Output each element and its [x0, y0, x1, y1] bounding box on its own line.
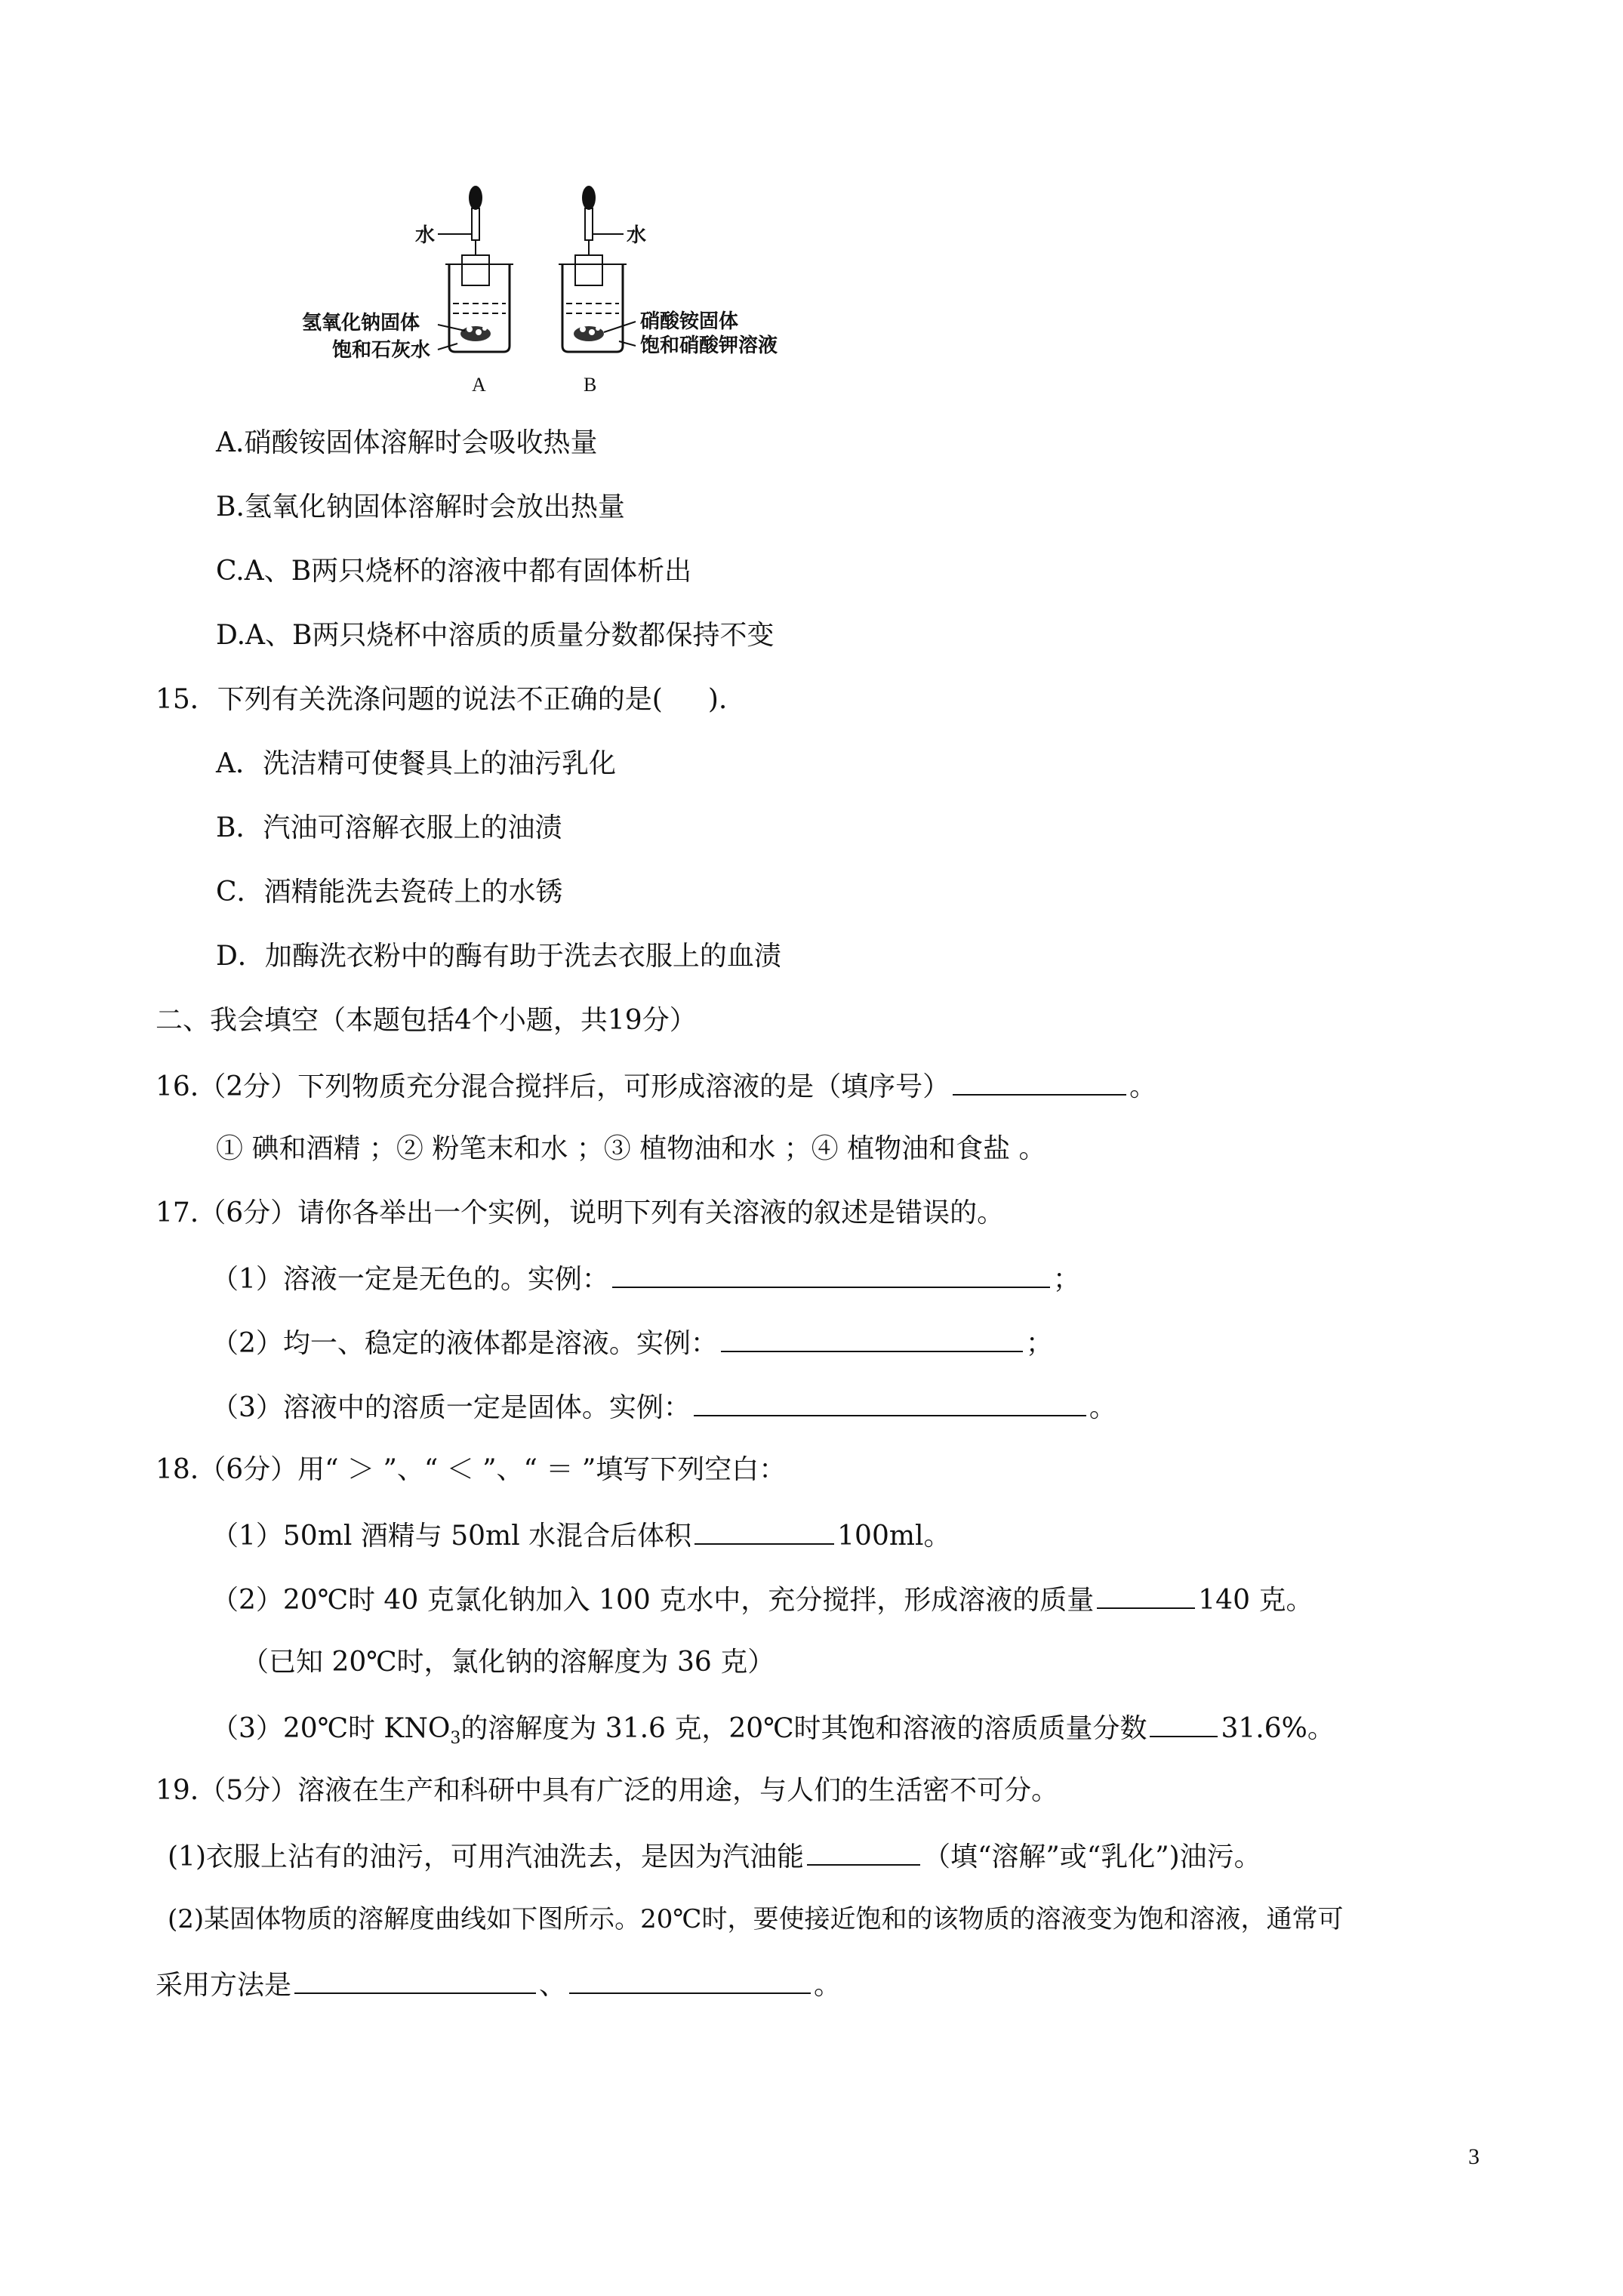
label-water-b: 水 [627, 224, 647, 247]
q16-stem-end: 。 [1129, 1071, 1157, 1102]
beaker-b-icon [559, 255, 627, 352]
q18-part-3-text: （3）20℃时 KNO [211, 1713, 451, 1744]
dropper-b-icon [582, 186, 596, 255]
q16-items: ① 碘和酒精 ；② 粉笔末和水 ；③ 植物油和水 ；④ 植物油和食盐 。 [216, 1133, 1046, 1164]
q19-part-1-text: (1)衣服上沾有的油污，可用汽油洗去，是因为汽油能 [168, 1841, 804, 1872]
q18-part-1 [211, 1518, 951, 1553]
q18-part-3-blank[interactable] [1150, 1710, 1218, 1737]
q19-part-1 [168, 1838, 1261, 1874]
page-number: 3 [1468, 2144, 1480, 2169]
q17-part-3-blank[interactable] [694, 1389, 1086, 1416]
caption-b: B [584, 374, 597, 396]
q18-part-2-note: （已知 20℃时，氯化钠的溶解度为 36 克） [242, 1647, 775, 1678]
q17-part-2-blank[interactable] [721, 1325, 1023, 1352]
q17-part-3-end: 。 [1089, 1392, 1116, 1423]
q17-stem: 17.（6分）请你各举出一个实例，说明下列有关溶液的叙述是错误的。 [156, 1197, 1005, 1228]
q15-stem-end: ). [707, 684, 728, 715]
q18-stem: 18.（6分）用“ ＞ ”、“ ＜ ”、“ ＝ ”填写下列空白： [156, 1454, 787, 1485]
q18-part-1-text: （1）50ml 酒精与 50ml 水混合后体积 [211, 1521, 692, 1552]
q19-part-2-line-2 [156, 1967, 841, 2002]
q15-option-d: D．加酶洗衣粉中的酶有助于洗去衣服上的血渍 [216, 941, 781, 972]
q18-part-2 [211, 1582, 1313, 1617]
label-water-a: 水 [415, 224, 436, 247]
q14-option-a: A.硝酸铵固体溶解时会吸收热量 [216, 427, 598, 458]
q15-option-a: A．洗洁精可使餐具上的油污乳化 [216, 748, 616, 779]
q18-part-1-end: 100ml。 [837, 1521, 951, 1552]
q19-part-1-blank[interactable] [807, 1838, 920, 1866]
q19-stem: 19.（5分）溶液在生产和科研中具有广泛的用途，与人们的生活密不可分。 [156, 1775, 1059, 1806]
q14-option-d: D.A、B两只烧杯中溶质的质量分数都保持不变 [216, 620, 775, 651]
q18-part-3 [211, 1710, 1335, 1755]
q15-option-c: C．酒精能洗去瓷砖上的水锈 [216, 877, 563, 908]
q19-part-2-sep: 、 [539, 1970, 567, 2001]
q16-stem [156, 1068, 1156, 1104]
q17-part-2 [211, 1325, 1053, 1361]
q18-part-3-end: 31.6%。 [1221, 1713, 1335, 1744]
q17-part-3 [211, 1389, 1116, 1425]
q18-part-1-blank[interactable] [694, 1518, 834, 1545]
label-limewater: 饱和石灰水 [332, 339, 431, 362]
q18-part-2-end: 140 克。 [1198, 1585, 1313, 1616]
q17-part-1-end: ； [1052, 1264, 1080, 1295]
q16-answer-blank[interactable] [953, 1068, 1126, 1096]
q18-part-2-blank[interactable] [1097, 1582, 1195, 1609]
q18-part-3-mid: 的溶解度为 31.6 克，20℃时其饱和溶液的溶质质量分数 [460, 1713, 1147, 1744]
label-nh4no3-solid: 硝酸铵固体 [640, 310, 739, 333]
q17-part-2-text: （2）均一、稳定的液体都是溶液。实例： [211, 1328, 718, 1359]
q19-method-2-blank[interactable] [569, 1967, 811, 1994]
q14-option-c: C.A、B两只烧杯的溶液中都有固体析出 [216, 556, 692, 587]
beaker-a-icon [445, 255, 513, 352]
q19-part-2-end: 。 [814, 1970, 842, 2001]
beaker-experiment-figure [287, 174, 800, 400]
q18-part-3-subscript: 3 [450, 1729, 461, 1749]
q17-part-2-end: ； [1025, 1328, 1053, 1359]
q19-part-2-text: 采用方法是 [156, 1970, 292, 2001]
caption-a: A [472, 374, 486, 396]
q16-stem-text: 16.（2分）下列物质充分混合搅拌后，可形成溶液的是（填序号） [156, 1071, 950, 1102]
q17-part-3-text: （3）溶液中的溶质一定是固体。实例： [211, 1392, 691, 1423]
dropper-a-icon [469, 186, 482, 255]
q19-part-1-end: （填“溶解”或“乳化”)油污。 [923, 1841, 1261, 1872]
label-naoh-solid: 氢氧化钠固体 [302, 312, 420, 334]
q15-stem [156, 683, 727, 717]
q19-method-1-blank[interactable] [294, 1967, 536, 1994]
q18-part-2-text: （2）20℃时 40 克氯化钠加入 100 克水中，充分搅拌，形成溶液的质量 [211, 1585, 1095, 1616]
section-2-heading: 二、我会填空（本题包括4个小题，共19分） [156, 1005, 697, 1036]
q17-part-1 [211, 1261, 1080, 1296]
label-kno3-solution: 饱和硝酸钾溶液 [640, 334, 778, 357]
q17-part-1-text: （1）溶液一定是无色的。实例： [211, 1264, 609, 1295]
q17-part-1-blank[interactable] [612, 1261, 1050, 1288]
q14-option-b: B.氢氧化钠固体溶解时会放出热量 [216, 492, 625, 522]
q15-option-b: B．汽油可溶解衣服上的油渍 [216, 812, 562, 843]
q15-stem-text: 15．下列有关洗涤问题的说法不正确的是( [156, 684, 663, 715]
q19-part-2-line-1: (2)某固体物质的溶解度曲线如下图所示。20℃时，要使接近饱和的该物质的溶液变为饱和溶液，通常可 [168, 1904, 1344, 1934]
